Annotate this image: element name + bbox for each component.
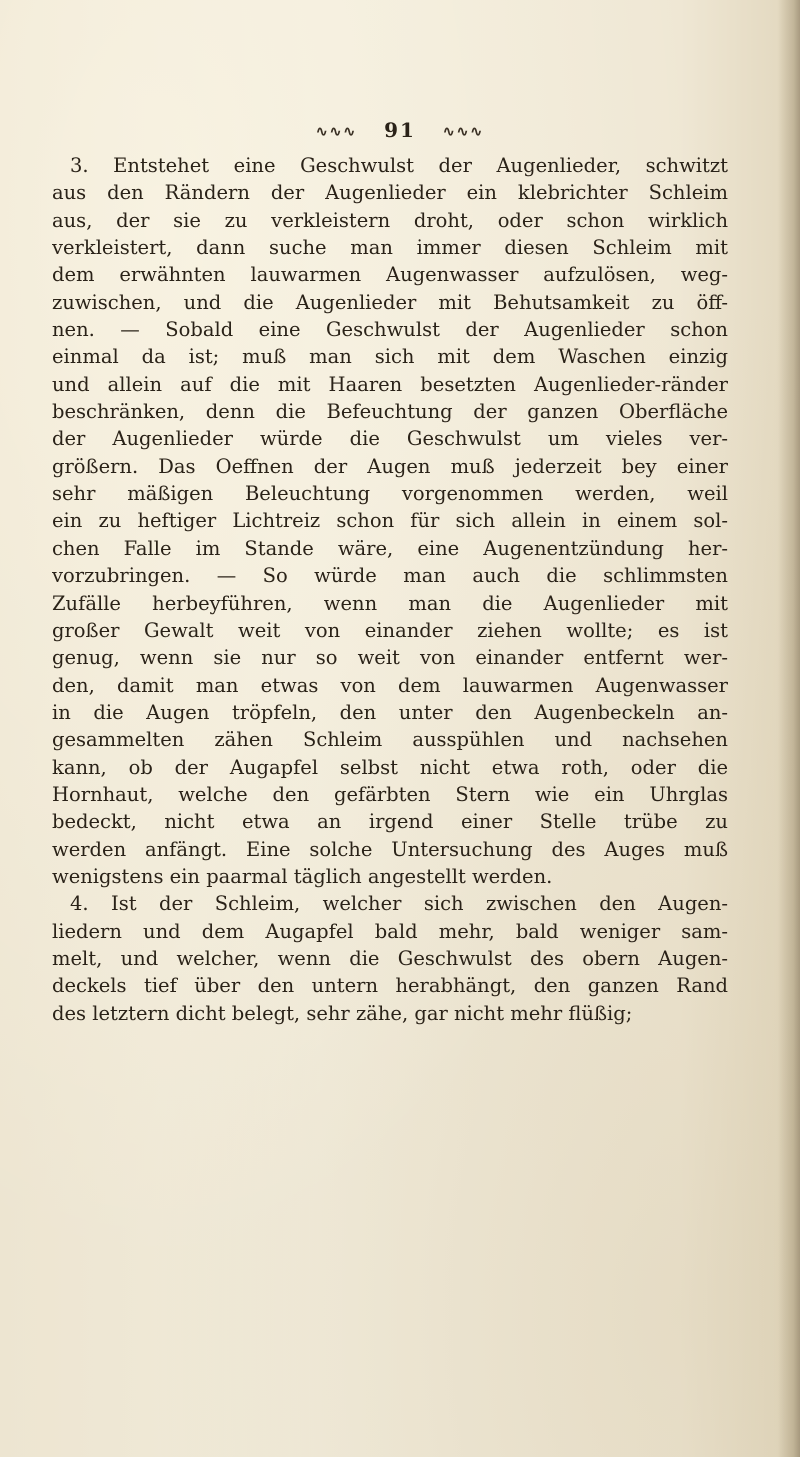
page-header bbox=[0, 118, 800, 148]
text-line-18: großer Gewalt weit von einander ziehen wollte; es ist bbox=[52, 618, 728, 642]
text-line-4: verkleistert, dann suche man immer diesen Schleim mit bbox=[52, 236, 728, 260]
text-line-15: chen Falle im Stande wäre, eine Augenentzündung her- bbox=[52, 536, 728, 560]
text-line-9: und allein auf die mit Haaren besetzten Augenlieder-ränder bbox=[52, 372, 728, 396]
text-line-25: bedeckt, nicht etwa an irgend einer Stelle trübe zu bbox=[52, 810, 728, 834]
text-line-5: dem erwähnten lauwarmen Augenwasser aufzulösen, weg- bbox=[52, 263, 728, 287]
text-line-14: ein zu heftiger Lichtreiz schon für sich allein in einem sol- bbox=[52, 509, 728, 533]
text-line-3: aus, der sie zu verkleistern droht, oder schon wirklich bbox=[52, 208, 728, 232]
text-line-27: wenigstens ein paarmal täglich angestellt werden. bbox=[52, 864, 553, 888]
text-line-10: beschränken, denn die Befeuchtung der ganzen Oberfläche bbox=[52, 400, 728, 424]
text-line-16: vorzubringen. — So würde man auch die schlimmsten bbox=[52, 564, 728, 588]
text-line-23: kann, ob der Augapfel selbst nicht etwa roth, oder die bbox=[52, 755, 728, 779]
text-line-32: des letztern dicht belegt, sehr zähe, gar nicht mehr flüßig; bbox=[52, 1001, 633, 1025]
page-edge-shadow bbox=[778, 0, 800, 1457]
text-line-30: melt, und welcher, wenn die Geschwulst des obern Augen- bbox=[52, 946, 728, 970]
text-line-13: sehr mäßigen Beleuchtung vorgenommen werden, weil bbox=[52, 482, 728, 506]
text-line-12: größern. Das Oeffnen der Augen muß jederzeit bey einer bbox=[52, 454, 728, 478]
text-line-29: liedern und dem Augapfel bald mehr, bald weniger sam- bbox=[52, 919, 728, 943]
text-line-7: nen. — Sobald eine Geschwulst der Augenlieder schon bbox=[52, 318, 728, 342]
left-ornament: ∿∿∿ bbox=[315, 123, 358, 140]
text-line-2: aus den Rändern der Augenlieder ein klebrichter Schleim bbox=[52, 181, 728, 205]
text-line-1: 3. Entstehet eine Geschwulst der Augenlieder, schwitzt bbox=[70, 154, 728, 177]
text-line-17: Zufälle herbeyführen, wenn man die Augenlieder mit bbox=[52, 591, 728, 615]
text-line-21: in die Augen tröpfeln, den unter den Augenbeckeln an- bbox=[52, 700, 728, 724]
body-text bbox=[52, 152, 728, 1027]
text-line-26: werden anfängt. Eine solche Untersuchung des Auges muß bbox=[52, 837, 728, 861]
text-line-24: Hornhaut, welche den gefärbten Stern wie ein Uhrglas bbox=[52, 782, 728, 806]
text-line-19: genug, wenn sie nur so weit von einander entfernt wer- bbox=[52, 646, 728, 670]
text-line-8: einmal da ist; muß man sich mit dem Waschen einzig bbox=[52, 345, 728, 369]
page-number: 91 bbox=[384, 118, 416, 142]
text-line-20: den, damit man etwas von dem lauwarmen Augenwasser bbox=[52, 673, 728, 697]
text-line-28: 4. Ist der Schleim, welcher sich zwischen den Augen- bbox=[70, 892, 728, 916]
text-line-22: gesammelten zähen Schleim ausspühlen und nachsehen bbox=[52, 728, 728, 752]
text-line-6: zuwischen, und die Augenlieder mit Behutsamkeit zu öff- bbox=[52, 290, 728, 314]
text-line-31: deckels tief über den untern herabhängt, den ganzen Rand bbox=[52, 974, 728, 998]
text-line-11: der Augenlieder würde die Geschwulst um vieles ver- bbox=[52, 427, 728, 451]
right-ornament: ∿∿∿ bbox=[442, 123, 485, 140]
